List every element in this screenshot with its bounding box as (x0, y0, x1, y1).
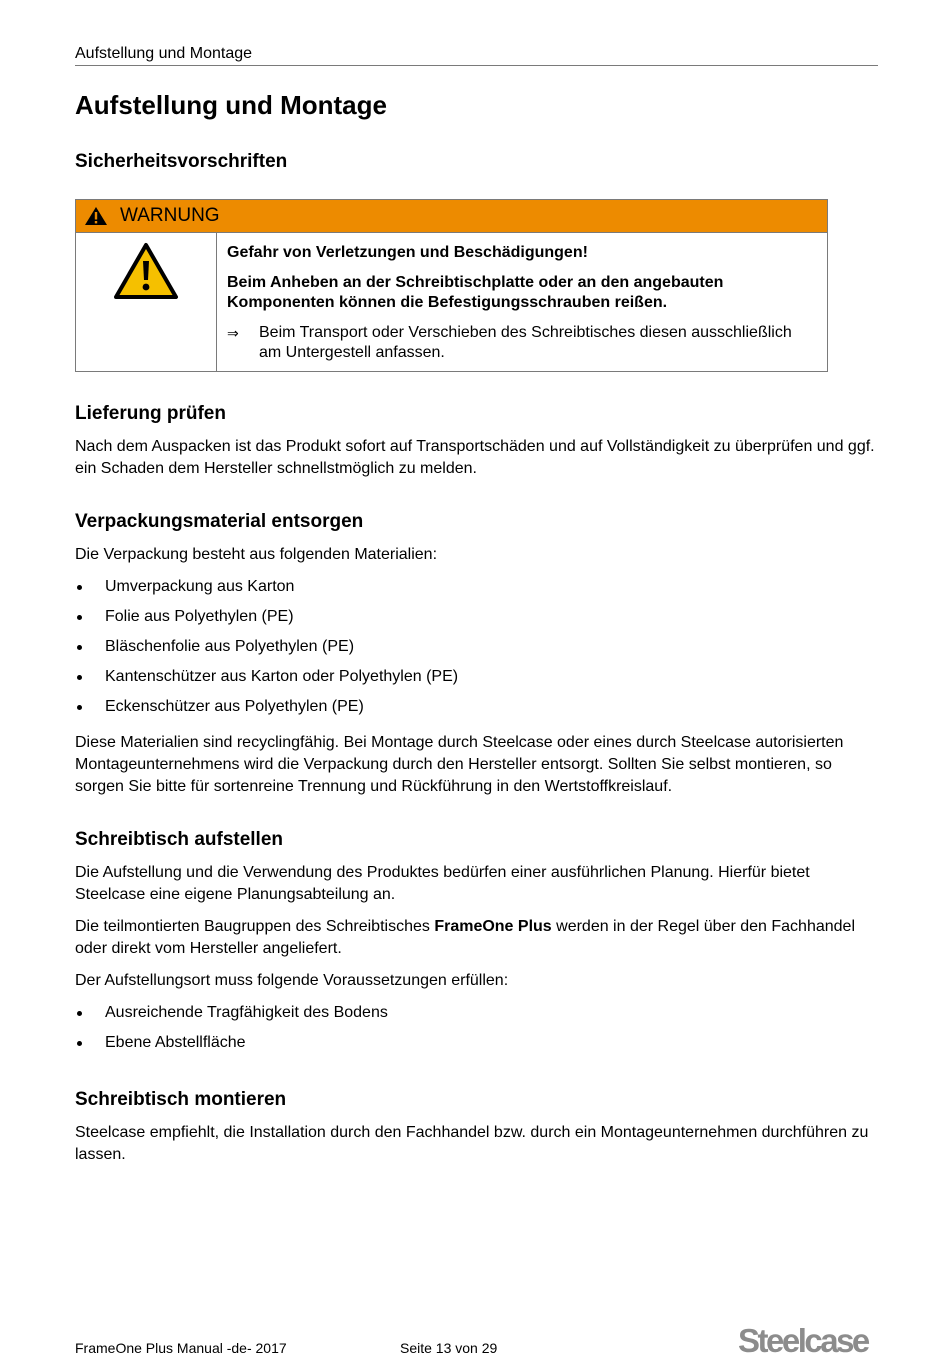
setup-list (75, 1002, 875, 1062)
section-heading-packaging: Verpackungsmaterial entsorgen (75, 511, 364, 532)
warning-action (227, 323, 817, 363)
warning-icon-cell (76, 233, 217, 371)
list-item: Ausreichende Tragfähigkeit des Bodens (75, 1002, 875, 1032)
footer-document: FrameOne Plus Manual -de- 2017 (75, 1340, 287, 1356)
warning-triangle-icon (113, 242, 179, 305)
setup-para-3: Der Aufstellungsort muss folgende Voraussetzungen erfüllen: (75, 972, 509, 989)
warning-description: Beim Anheben an der Schreibtischplatte oder an den angebauten Komponenten können die Befestigungsschrauben reißen. (227, 274, 724, 311)
packaging-intro: Die Verpackung besteht aus folgenden Materialien: (75, 546, 438, 563)
assembly-text: Steelcase empfiehlt, die Installation durch den Fachhandel bzw. durch ein Montageunternehmen durchführen zu lassen. (75, 1124, 869, 1163)
list-item: Eckenschützer aus Polyethylen (PE) (75, 696, 875, 726)
setup-para-1: Die Aufstellung und die Verwendung des Produktes bedürfen einer ausführlichen Planung. Hierfür bietet Steelcase eine eigene Planungsabteilung an. (75, 864, 810, 903)
packaging-outro: Diese Materialien sind recyclingfähig. Bei Montage durch Steelcase oder eines durch Steelcase autorisierten Montageunternehmens wird die Verpackung durch den Hersteller entsorgt. Sollten Sie selbst montieren, so sorgen Sie bitte für sortenreine Trennung und Rückführung in den Wertstoffkreislauf. (75, 734, 844, 795)
page-title: Aufstellung und Montage (75, 90, 387, 120)
warning-small-icon (84, 206, 108, 226)
warning-header (76, 200, 827, 233)
page-content (75, 88, 875, 1166)
steelcase-logo: Steelcase (738, 1322, 868, 1359)
warning-label: WARNUNG (120, 205, 220, 226)
list-item: Kantenschützer aus Karton oder Polyethylen (PE) (75, 666, 875, 696)
section-heading-delivery: Lieferung prüfen (75, 403, 226, 424)
setup-para-2: Die teilmontierten Baugruppen des Schreibtisches FrameOne Plus werden in der Regel über den Fachhandel oder direkt vom Hersteller angeliefert. (75, 918, 855, 957)
packaging-list (75, 576, 875, 726)
list-item: Bläschenfolie aus Polyethylen (PE) (75, 636, 875, 666)
running-header: Aufstellung und Montage (75, 44, 878, 66)
product-name: FrameOne Plus (434, 918, 552, 935)
delivery-text: Nach dem Auspacken ist das Produkt sofort auf Transportschäden und auf Vollständigkeit zu überprüfen und ggf. ein Schaden dem Hersteller schnellstmöglich zu melden. (75, 438, 875, 477)
action-arrow-icon: ⇒ (227, 325, 239, 341)
list-item: Umverpackung aus Karton (75, 576, 875, 606)
section-heading-assembly: Schreibtisch montieren (75, 1089, 287, 1110)
section-heading-safety: Sicherheitsvorschriften (75, 151, 288, 172)
list-item: Folie aus Polyethylen (PE) (75, 606, 875, 636)
footer-page-number: Seite 13 von 29 (400, 1340, 498, 1356)
list-item: Ebene Abstellfläche (75, 1032, 875, 1062)
warning-headline: Gefahr von Verletzungen und Beschädigungen! (227, 244, 588, 261)
section-heading-setup: Schreibtisch aufstellen (75, 829, 284, 850)
warning-box (75, 199, 828, 372)
warning-action-text: Beim Transport oder Verschieben des Schreibtisches diesen ausschließlich am Untergestell anfassen. (259, 324, 792, 361)
warning-text (217, 233, 827, 371)
